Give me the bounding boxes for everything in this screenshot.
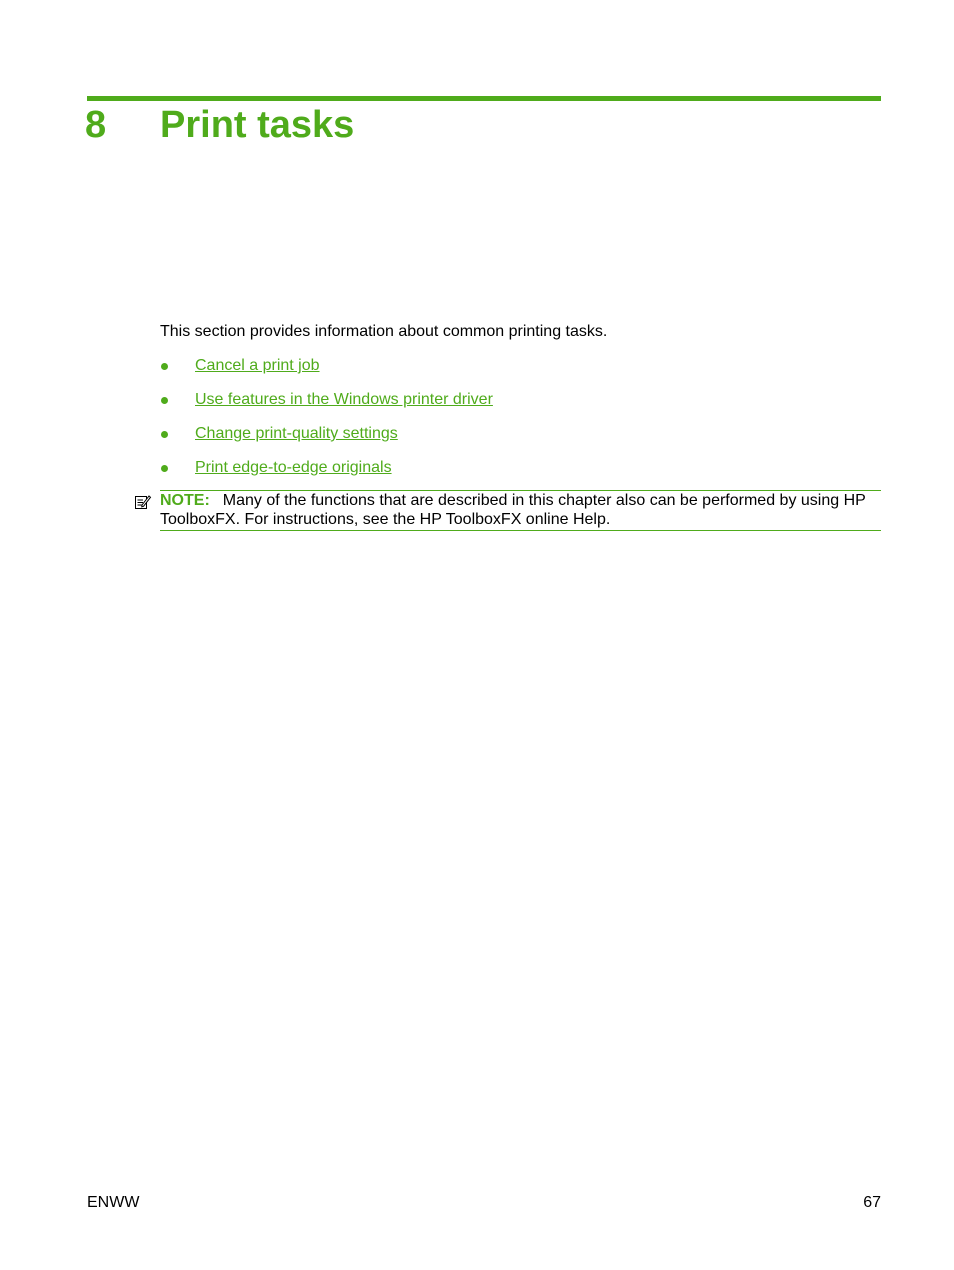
- bullet-icon: [161, 431, 168, 438]
- intro-paragraph: This section provides information about common printing tasks.: [160, 323, 608, 340]
- bullet-icon: [161, 465, 168, 472]
- footer-locale: ENWW: [87, 1194, 140, 1211]
- note-box: [160, 490, 881, 531]
- chapter-title: Print tasks: [160, 104, 355, 146]
- link-edge-to-edge-originals[interactable]: Print edge-to-edge originals: [195, 459, 392, 476]
- bullet-icon: [161, 397, 168, 404]
- page-number: 67: [863, 1194, 881, 1211]
- link-windows-printer-driver[interactable]: Use features in the Windows printer driver: [195, 391, 493, 408]
- bullet-icon: [161, 363, 168, 370]
- chapter-number: 8: [85, 104, 107, 146]
- note-pencil-icon: [134, 493, 152, 511]
- note-text: Many of the functions that are described in this chapter also can be performed by using HP ToolboxFX. For instructions, see the HP ToolboxFX online Help.: [160, 492, 866, 528]
- link-cancel-print-job[interactable]: Cancel a print job: [195, 357, 320, 374]
- chapter-rule: [87, 96, 881, 101]
- link-print-quality-settings[interactable]: Change print-quality settings: [195, 425, 398, 442]
- note-label: NOTE:: [160, 492, 210, 509]
